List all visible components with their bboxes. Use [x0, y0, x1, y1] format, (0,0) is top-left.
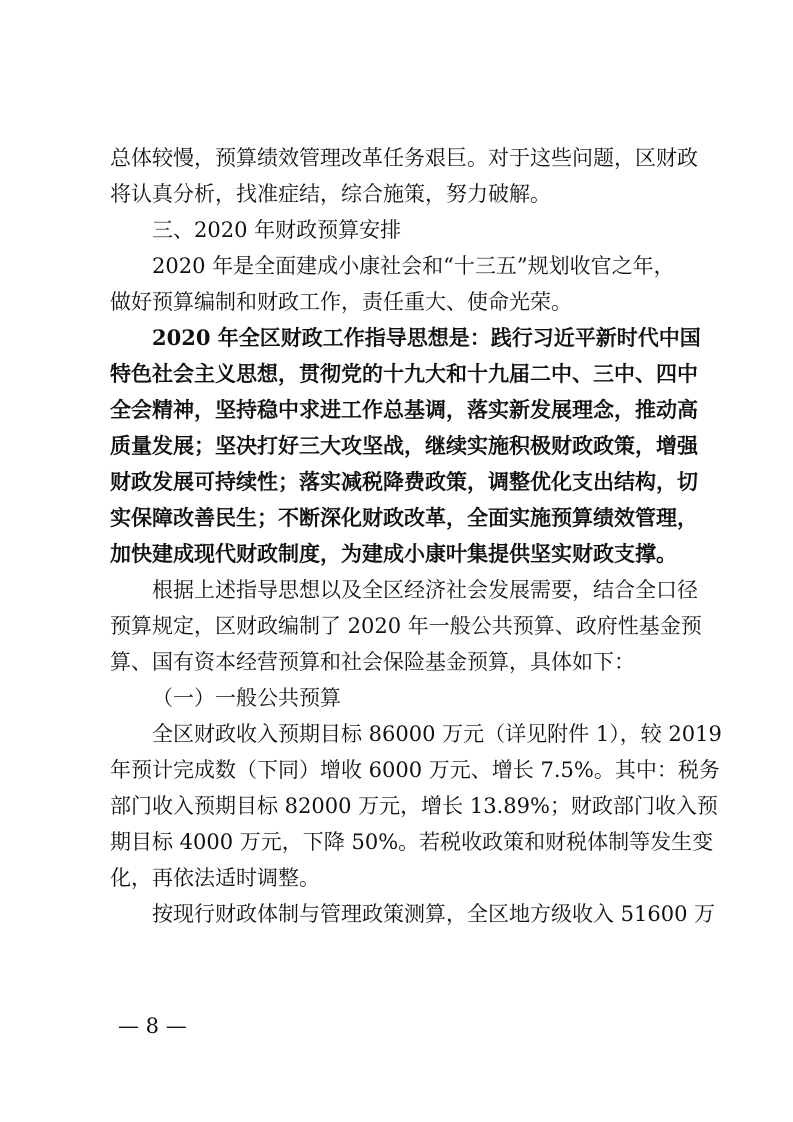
subsection-heading: （一）一般公共预算 — [152, 686, 341, 710]
paragraph-line: 按现行财政体制与管理政策测算，全区地方级收入 51600 万 — [152, 902, 716, 926]
guiding-principle-line: 质量发展；坚决打好三大攻坚战，继续实施积极财政政策，增强 — [110, 433, 698, 458]
guiding-principle-line: 加快建成现代财政制度，为建成小康叶集提供坚实财政支撑。 — [110, 541, 677, 566]
guiding-principle-line: 实保障改善民生；不断深化财政改革，全面实施预算绩效管理， — [110, 505, 698, 530]
guiding-principle-line: 2020 年全区财政工作指导思想是：践行习近平新时代中国 — [152, 325, 701, 350]
paragraph-line: 期目标 4000 万元，下降 50%。若税收政策和财税体制等发生变 — [110, 830, 714, 854]
paragraph-line: 做好预算编制和财政工作，责任重大、使命光荣。 — [110, 290, 572, 314]
paragraph-line: 根据上述指导思想以及全区经济社会发展需要，结合全口径 — [152, 578, 698, 602]
paragraph-line: 将认真分析，找准症结，综合施策，努力破解。 — [110, 182, 551, 206]
page-number: — 8 — — [118, 1014, 187, 1038]
paragraph-line: 总体较慢，预算绩效管理改革任务艰巨。对于这些问题，区财政 — [110, 146, 698, 170]
paragraph-line: 部门收入预期目标 82000 万元，增长 13.89%；财政部门收入预 — [110, 794, 718, 818]
paragraph-line: 算、国有资本经营预算和社会保险基金预算，具体如下： — [110, 650, 635, 674]
guiding-principle-line: 全会精神，坚持稳中求进工作总基调，落实新发展理念，推动高 — [110, 397, 698, 422]
section-heading: 三、2020 年财政预算安排 — [152, 218, 402, 242]
paragraph-line: 全区财政收入预期目标 86000 万元（详见附件 1），较 2019 — [152, 722, 722, 746]
paragraph-line: 预算规定，区财政编制了 2020 年一般公共预算、政府性基金预 — [110, 614, 702, 638]
guiding-principle-line: 特色社会主义思想，贯彻党的十九大和十九届二中、三中、四中 — [110, 361, 698, 386]
paragraph-line: 化，再依法适时调整。 — [110, 866, 320, 890]
document-body — [110, 140, 722, 932]
paragraph-line: 年预计完成数（下同）增收 6000 万元、增长 7.5%。其中：税务 — [110, 758, 720, 782]
guiding-principle-line: 财政发展可持续性；落实减税降费政策，调整优化支出结构，切 — [110, 469, 698, 494]
paragraph-line: 2020 年是全面建成小康社会和“十三五”规划收官之年， — [152, 254, 675, 278]
